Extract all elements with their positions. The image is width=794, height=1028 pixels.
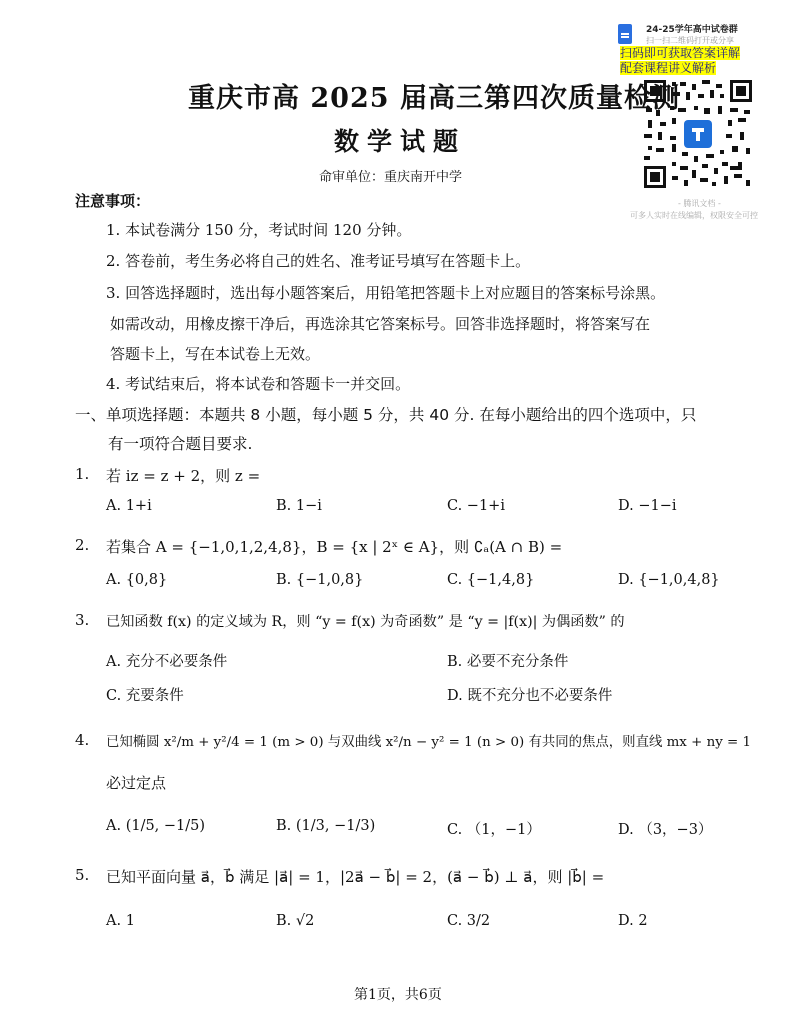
- question-number: 5.: [75, 866, 90, 884]
- notice-line: 3. 回答选择题时，选出每小题答案后，用铅笔把答题卡上对应题目的答案标号涂黑。: [106, 284, 666, 302]
- option-a: A. {0,8}: [106, 572, 168, 588]
- notice-line: 4. 考试结束后，将本试卷和答题卡一并交回。: [106, 375, 411, 393]
- question-stem: 若 iz = z + 2，则 z =: [106, 467, 261, 485]
- option-b: B. (1/3, −1/3): [276, 818, 376, 834]
- question-stem: 若集合 A = {−1,0,1,2,4,8}，B = {x | 2ˣ ∈ A}，则 ∁ₐ(A ∩ B) =: [106, 538, 563, 556]
- option-c: C. −1+i: [447, 498, 505, 514]
- author-unit: 命审单位：重庆南开中学: [319, 170, 463, 185]
- notice-line: 1. 本试卷满分 150 分，考试时间 120 分钟。: [106, 221, 412, 239]
- option-d: D. −1−i: [618, 498, 677, 514]
- page-subtitle: 数学试题: [334, 127, 467, 156]
- option-a: A. 充分不必要条件: [106, 654, 228, 670]
- option-d: D. 2: [618, 913, 648, 929]
- question-number: 1.: [75, 465, 90, 483]
- notice-heading: 注意事项：: [75, 192, 151, 210]
- ad-top-sub: 扫一扫二维码打开或分享: [646, 36, 734, 45]
- notice-line: 2. 答卷前，考生务必将自己的姓名、准考证号填写在答题卡上。: [106, 252, 531, 270]
- page-footer: 第1页，共6页: [354, 987, 442, 1003]
- option-a: A. 1+i: [106, 498, 152, 514]
- option-b: B. {−1,0,8}: [276, 572, 364, 588]
- question-stem-cont: 必过定点: [106, 774, 167, 792]
- question-stem: 已知函数 f(x) 的定义域为 R，则 “y = f(x) 为奇函数” 是 “y = |f(x)| 为偶函数” 的: [106, 614, 625, 630]
- option-c: C. （1，−1）: [447, 822, 541, 838]
- ad-yellow-line2: 配套课程讲义解析: [620, 61, 717, 75]
- option-b: B. 必要不充分条件: [447, 654, 569, 670]
- notice-line: 答题卡上，写在本试卷上无效。: [110, 345, 321, 363]
- option-c: C. 充要条件: [106, 688, 184, 704]
- question-stem: 已知平面向量 a⃗，b⃗ 满足 |a⃗| = 1，|2a⃗ − b⃗| = 2，(a⃗ − b⃗) ⊥ a⃗，则 |b⃗| =: [106, 868, 605, 886]
- option-b: B. 1−i: [276, 498, 322, 514]
- option-c: C. 3/2: [447, 913, 491, 929]
- page-title: 重庆市高 2025 届高三第四次质量检测: [188, 83, 680, 114]
- ad-top-title: 24-25学年高中试卷群: [646, 25, 738, 35]
- question-number: 4.: [75, 731, 90, 749]
- section-heading-cont: 有一项符合题目要求.: [108, 435, 253, 453]
- ad-gray-line2: 可多人实时在线编辑，权限安全可控: [630, 211, 758, 220]
- option-d: D. 既不充分也不必要条件: [447, 688, 613, 704]
- option-a: A. (1/5, −1/5): [106, 818, 206, 834]
- question-stem: 已知椭圆 x²/m + y²/4 = 1 (m > 0) 与双曲线 x²/n − y² = 1 (n > 0) 有共同的焦点，则直线 mx + ny = 1: [106, 735, 752, 750]
- ad-yellow-line1: 扫码即可获取答案详解: [620, 46, 741, 60]
- ad-gray-line1: - 腾讯文档 -: [678, 199, 721, 208]
- section-heading: 一、单项选择题：本题共 8 小题，每小题 5 分，共 40 分. 在每小题给出的四个选项中，只: [75, 406, 697, 424]
- document-icon: [618, 24, 632, 44]
- option-b: B. √2: [276, 913, 315, 929]
- ad-block: [612, 18, 782, 228]
- question-number: 2.: [75, 536, 90, 554]
- option-d: D. {−1,0,4,8}: [618, 572, 720, 588]
- notice-line: 如需改动，用橡皮擦干净后，再选涂其它答案标号。回答非选择题时，将答案写在: [110, 315, 651, 333]
- option-d: D. （3，−3）: [618, 822, 713, 838]
- option-a: A. 1: [106, 913, 135, 929]
- question-number: 3.: [75, 611, 90, 629]
- option-c: C. {−1,4,8}: [447, 572, 535, 588]
